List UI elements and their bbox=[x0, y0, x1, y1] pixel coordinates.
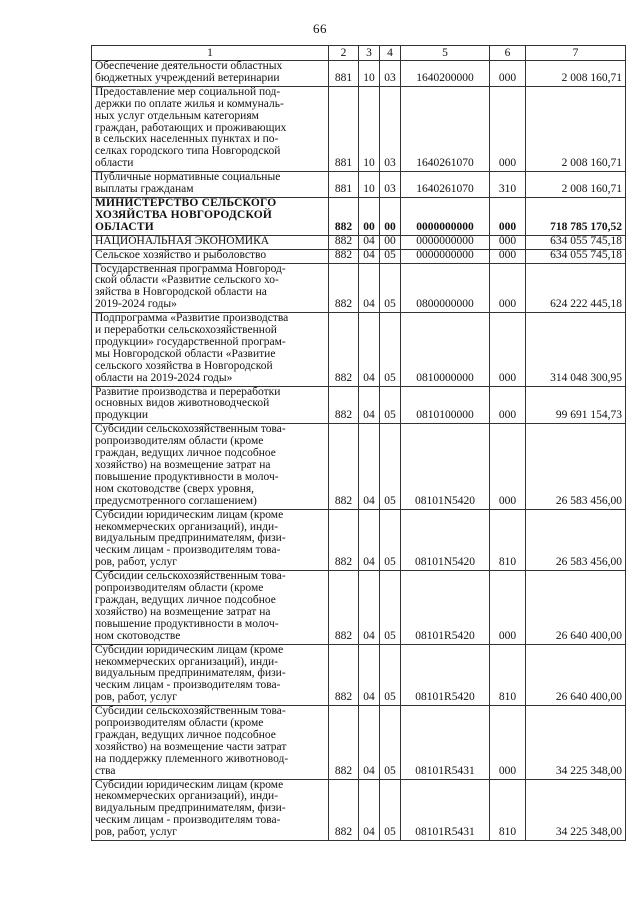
amount: 26 583 456,00 bbox=[526, 509, 626, 571]
header-cell: 2 bbox=[329, 46, 359, 61]
target-article-code: 1640261070 bbox=[401, 86, 490, 171]
item-name: Субсидии сельскохозяйственным това- ропроизводителям области (кроме граждан, ведущих личное подсобное хозяйство) на возмещение затрат на повышение продуктивности в молоч- ном скотоводстве (сверх уровня, предусмотренного соглашением) bbox=[92, 424, 329, 509]
expense-type-code: 000 bbox=[490, 424, 526, 509]
amount: 99 691 154,73 bbox=[526, 386, 626, 424]
table-row bbox=[92, 263, 626, 313]
target-article-code: 1640200000 bbox=[401, 61, 490, 87]
subsection-code: 03 bbox=[380, 86, 401, 171]
amount: 624 222 445,18 bbox=[526, 263, 626, 313]
table-row bbox=[92, 61, 626, 87]
amount: 26 640 400,00 bbox=[526, 644, 626, 706]
table-row bbox=[92, 509, 626, 571]
expense-type-code: 000 bbox=[490, 249, 526, 263]
item-name: Развитие производства и переработки основных видов животноводческой продукции bbox=[92, 386, 329, 424]
section-code: 00 bbox=[359, 197, 380, 235]
section-code: 04 bbox=[359, 313, 380, 386]
subsection-code: 05 bbox=[380, 386, 401, 424]
expense-type-code: 000 bbox=[490, 235, 526, 249]
item-name: НАЦИОНАЛЬНАЯ ЭКОНОМИКА bbox=[92, 235, 329, 249]
item-name: Публичные нормативные социальные выплаты гражданам bbox=[92, 172, 329, 198]
amount: 34 225 348,00 bbox=[526, 706, 626, 779]
header-cell: 7 bbox=[526, 46, 626, 61]
ministry-code: 882 bbox=[329, 249, 359, 263]
target-article-code: 0810000000 bbox=[401, 313, 490, 386]
section-code: 04 bbox=[359, 424, 380, 509]
ministry-code: 882 bbox=[329, 779, 359, 841]
expense-type-code: 810 bbox=[490, 779, 526, 841]
item-name: Субсидии сельскохозяйственным това- ропроизводителям области (кроме граждан, ведущих личное подсобное хозяйство) на возмещение части затрат на поддержку племенного животновод- ства bbox=[92, 706, 329, 779]
amount: 2 008 160,71 bbox=[526, 172, 626, 198]
table-row bbox=[92, 197, 626, 235]
table-row bbox=[92, 249, 626, 263]
expense-type-code: 000 bbox=[490, 313, 526, 386]
target-article-code: 1640261070 bbox=[401, 172, 490, 198]
item-name: Субсидии юридическим лицам (кроме некоммерческих организаций), инди- видуальным предпринимателям, физи- ческим лицам - производителям това- ров, работ, услуг bbox=[92, 509, 329, 571]
expense-type-code: 000 bbox=[490, 61, 526, 87]
ministry-code: 882 bbox=[329, 386, 359, 424]
section-code: 04 bbox=[359, 235, 380, 249]
item-name: Обеспечение деятельности областных бюджетных учреждений ветеринарии bbox=[92, 61, 329, 87]
header-cell: 5 bbox=[401, 46, 490, 61]
target-article-code: 0800000000 bbox=[401, 263, 490, 313]
target-article-code: 08101R5431 bbox=[401, 779, 490, 841]
ministry-code: 882 bbox=[329, 706, 359, 779]
section-code: 10 bbox=[359, 86, 380, 171]
table-row bbox=[92, 86, 626, 171]
table-row bbox=[92, 706, 626, 779]
target-article-code: 0810100000 bbox=[401, 386, 490, 424]
target-article-code: 0000000000 bbox=[401, 197, 490, 235]
section-code: 04 bbox=[359, 571, 380, 644]
page-number: 66 bbox=[313, 21, 327, 36]
expense-type-code: 000 bbox=[490, 263, 526, 313]
expense-type-code: 000 bbox=[490, 571, 526, 644]
subsection-code: 03 bbox=[380, 61, 401, 87]
subsection-code: 05 bbox=[380, 509, 401, 571]
amount: 718 785 170,52 bbox=[526, 197, 626, 235]
header-cell: 6 bbox=[490, 46, 526, 61]
amount: 26 583 456,00 bbox=[526, 424, 626, 509]
item-name: Подпрограмма «Развитие производства и переработки сельскохозяйственной продукции» государственной програм- мы Новгородской области «Развитие сельского хозяйства в Новгородской области на 2019-2024 годы» bbox=[92, 313, 329, 386]
target-article-code: 0000000000 bbox=[401, 249, 490, 263]
subsection-code: 05 bbox=[380, 644, 401, 706]
item-name: Государственная программа Новгород- ской области «Развитие сельского хо- зяйства в Новгородской области на 2019-2024 годы» bbox=[92, 263, 329, 313]
table-row bbox=[92, 313, 626, 386]
section-code: 04 bbox=[359, 644, 380, 706]
section-code: 04 bbox=[359, 706, 380, 779]
subsection-code: 03 bbox=[380, 172, 401, 198]
section-code: 10 bbox=[359, 61, 380, 87]
expense-type-code: 000 bbox=[490, 197, 526, 235]
target-article-code: 08101N5420 bbox=[401, 509, 490, 571]
amount: 2 008 160,71 bbox=[526, 86, 626, 171]
ministry-code: 881 bbox=[329, 86, 359, 171]
amount: 634 055 745,18 bbox=[526, 249, 626, 263]
ministry-code: 882 bbox=[329, 644, 359, 706]
item-name: Субсидии юридическим лицам (кроме некоммерческих организаций), инди- видуальным предпринимателям, физи- ческим лицам - производителям това- ров, работ, услуг bbox=[92, 779, 329, 841]
section-code: 04 bbox=[359, 509, 380, 571]
ministry-code: 881 bbox=[329, 61, 359, 87]
subsection-code: 05 bbox=[380, 249, 401, 263]
subsection-code: 05 bbox=[380, 571, 401, 644]
header-cell: 1 bbox=[92, 46, 329, 61]
subsection-code: 05 bbox=[380, 313, 401, 386]
expense-type-code: 810 bbox=[490, 509, 526, 571]
item-name: Субсидии сельскохозяйственным това- ропроизводителям области (кроме граждан, ведущих личное подсобное хозяйство) на возмещение затрат на повышение продуктивности в молоч- ном скотоводстве bbox=[92, 571, 329, 644]
amount: 314 048 300,95 bbox=[526, 313, 626, 386]
ministry-code: 882 bbox=[329, 424, 359, 509]
target-article-code: 08101R5420 bbox=[401, 571, 490, 644]
budget-table bbox=[91, 45, 626, 841]
section-code: 10 bbox=[359, 172, 380, 198]
section-code: 04 bbox=[359, 779, 380, 841]
table-row bbox=[92, 571, 626, 644]
amount: 2 008 160,71 bbox=[526, 61, 626, 87]
item-name: Субсидии юридическим лицам (кроме некоммерческих организаций), инди- видуальным предпринимателям, физи- ческим лицам - производителям това- ров, работ, услуг bbox=[92, 644, 329, 706]
subsection-code: 05 bbox=[380, 779, 401, 841]
subsection-code: 05 bbox=[380, 706, 401, 779]
ministry-code: 882 bbox=[329, 197, 359, 235]
subsection-code: 05 bbox=[380, 424, 401, 509]
header-cell: 4 bbox=[380, 46, 401, 61]
table-row bbox=[92, 644, 626, 706]
target-article-code: 08101N5420 bbox=[401, 424, 490, 509]
expense-type-code: 000 bbox=[490, 706, 526, 779]
table-row bbox=[92, 172, 626, 198]
section-code: 04 bbox=[359, 263, 380, 313]
expense-type-code: 000 bbox=[490, 386, 526, 424]
table-row bbox=[92, 386, 626, 424]
ministry-code: 882 bbox=[329, 571, 359, 644]
table-row bbox=[92, 424, 626, 509]
expense-type-code: 000 bbox=[490, 86, 526, 171]
ministry-code: 882 bbox=[329, 313, 359, 386]
target-article-code: 08101R5420 bbox=[401, 644, 490, 706]
table-row bbox=[92, 235, 626, 249]
target-article-code: 08101R5431 bbox=[401, 706, 490, 779]
expense-type-code: 310 bbox=[490, 172, 526, 198]
item-name: Сельское хозяйство и рыболовство bbox=[92, 249, 329, 263]
subsection-code: 00 bbox=[380, 235, 401, 249]
section-code: 04 bbox=[359, 249, 380, 263]
ministry-code: 882 bbox=[329, 235, 359, 249]
amount: 26 640 400,00 bbox=[526, 571, 626, 644]
item-name: Предоставление мер социальной под- держки по оплате жилья и коммуналь- ных услуг отдельным категориям граждан, работающих и проживающих в сельских населенных пунктах и по- селках городского типа Новгородской области bbox=[92, 86, 329, 171]
ministry-code: 882 bbox=[329, 263, 359, 313]
expense-type-code: 810 bbox=[490, 644, 526, 706]
section-code: 04 bbox=[359, 386, 380, 424]
target-article-code: 0000000000 bbox=[401, 235, 490, 249]
ministry-code: 882 bbox=[329, 509, 359, 571]
subsection-code: 05 bbox=[380, 263, 401, 313]
amount: 34 225 348,00 bbox=[526, 779, 626, 841]
subsection-code: 00 bbox=[380, 197, 401, 235]
amount: 634 055 745,18 bbox=[526, 235, 626, 249]
item-name: МИНИСТЕРСТВО СЕЛЬСКОГО ХОЗЯЙСТВА НОВГОРОДСКОЙ ОБЛАСТИ bbox=[92, 197, 329, 235]
header-row bbox=[92, 46, 626, 61]
header-cell: 3 bbox=[359, 46, 380, 61]
table-row bbox=[92, 779, 626, 841]
ministry-code: 881 bbox=[329, 172, 359, 198]
